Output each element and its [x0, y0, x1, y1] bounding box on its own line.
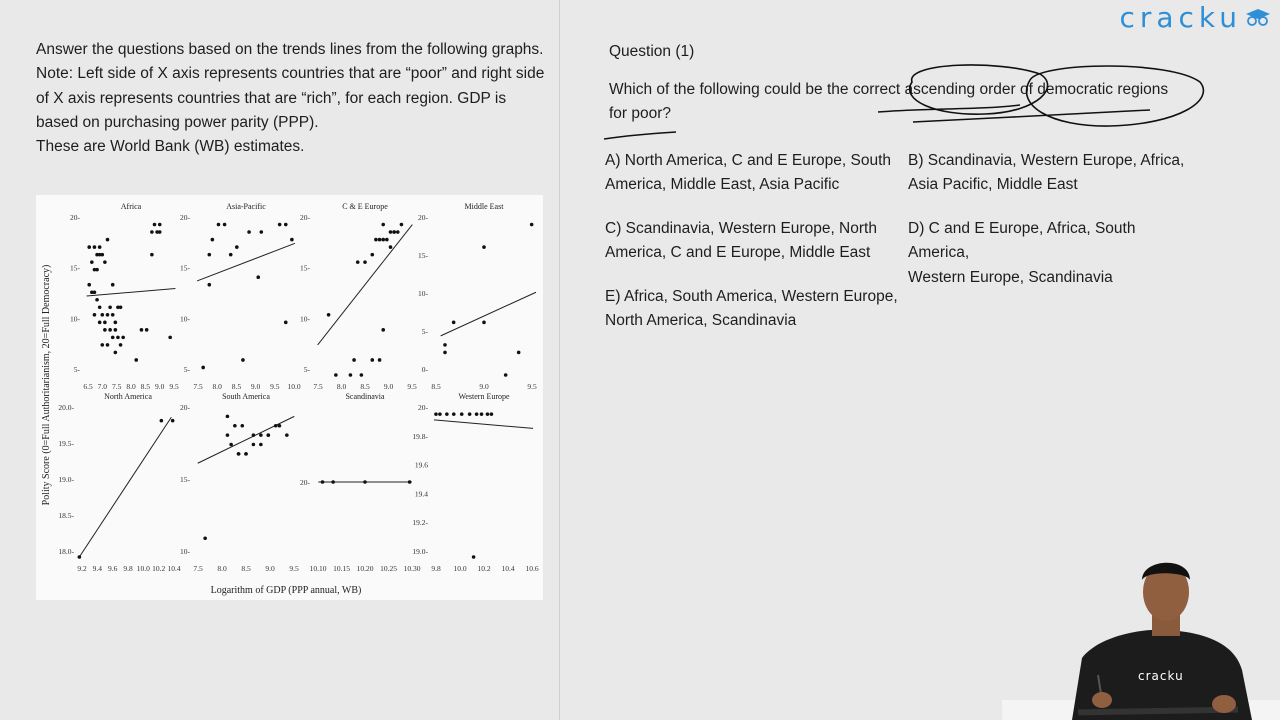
y-tick-label: 20- — [180, 213, 190, 222]
option-b-line-2: Asia Pacific, Middle East — [908, 176, 1078, 194]
panel-title: C & E Europe — [342, 202, 388, 211]
y-tick-label: 20- — [70, 213, 80, 222]
y-tick-label: 5- — [183, 365, 190, 374]
panel-title: Western Europe — [458, 392, 510, 401]
y-tick-label: 19.4 — [414, 489, 428, 499]
x-axis-label: Logarithm of GDP (PPP annual, WB) — [210, 585, 362, 596]
x-tick-label: 7.5 — [313, 382, 323, 391]
x-tick-label: 10.4 — [501, 564, 515, 573]
x-tick-label: 9.8 — [123, 564, 133, 573]
x-tick-label: 10.6 — [525, 564, 539, 573]
x-tick-label: 10.15 — [333, 564, 350, 573]
y-tick-label: 5- — [73, 365, 80, 374]
x-tick-label: 8.5 — [231, 382, 242, 391]
y-tick-label: 0- — [421, 365, 428, 374]
x-tick-label: 9.5 — [527, 382, 537, 391]
y-tick-label: 20- — [300, 213, 310, 222]
y-tick-label: 10- — [418, 289, 428, 298]
x-tick-label: 8.0 — [212, 382, 222, 391]
option-a-line-2: America, Middle East, Asia Pacific — [605, 176, 840, 194]
y-tick-label: 10- — [180, 314, 190, 324]
x-tick-label: 8.5 — [140, 382, 151, 391]
x-tick-label: 9.4 — [92, 564, 103, 573]
x-tick-label: 10.0 — [287, 382, 301, 391]
passage-line-3: These are World Bank (WB) estimates. — [36, 138, 305, 156]
panel-title: Asia-Pacific — [226, 202, 266, 211]
x-tick-label: 10.4 — [167, 564, 181, 573]
x-tick-label: 10.10 — [309, 564, 327, 573]
x-tick-label: 8.0 — [126, 382, 136, 391]
option-e-line-1: E) Africa, South America, Western Europe, — [605, 288, 898, 305]
x-tick-label: 9.2 — [77, 564, 87, 573]
x-tick-label: 10.2 — [477, 564, 491, 573]
panel-title: Africa — [120, 202, 142, 211]
x-tick-label: 10.0 — [136, 564, 150, 573]
y-tick-label: 15- — [180, 475, 190, 484]
x-tick-label: 10.20 — [356, 564, 374, 573]
x-tick-label: 8.5 — [431, 382, 441, 391]
y-tick-label: 19.0- — [412, 547, 428, 556]
y-tick-label: 15- — [418, 251, 428, 260]
x-tick-label: 9.0 — [154, 382, 165, 391]
passage-line-2: Note: Left side of X axis represents countries that are “poor” and right side of X axis represents countries that are “rich”, for each region. GDP is based on purchasing power parity (PPP). — [36, 65, 545, 131]
x-tick-label: 10.2 — [152, 564, 166, 573]
x-tick-label: 9.5 — [407, 382, 417, 391]
x-tick-label: 9.0 — [265, 564, 275, 573]
presenter-video — [1002, 540, 1280, 720]
question-title: Question (1) — [609, 43, 695, 60]
option-d-line-2: Western Europe, Scandinavia — [908, 268, 1113, 286]
x-tick-label: 10.0 — [453, 564, 467, 573]
y-tick-label: 19.5- — [58, 439, 74, 448]
y-tick-label: 5- — [303, 365, 310, 374]
option-b-line-1: B) Scandinavia, Western Europe, Africa, — [908, 152, 1185, 169]
x-tick-label: 9.5 — [289, 564, 299, 573]
x-tick-label: 9.5 — [169, 382, 179, 391]
question-text-line-2: for poor? — [609, 105, 672, 123]
y-axis-label: Polity Score (0=Full Authoritarianism, 20=Full Democracy) — [41, 264, 52, 506]
y-tick-label: 19.0- — [58, 475, 74, 484]
y-tick-label: 15- — [300, 263, 310, 273]
y-tick-label: 20- — [180, 403, 190, 412]
ink-circle-democratic — [1027, 66, 1204, 126]
y-tick-label: 19.2- — [412, 518, 428, 528]
y-tick-label: 18.5- — [58, 511, 74, 520]
x-tick-label: 9.0 — [479, 382, 489, 391]
y-tick-label: 18.0- — [58, 547, 74, 556]
shirt-logo: cracku — [1138, 669, 1184, 683]
y-tick-label: 10- — [70, 314, 80, 324]
x-tick-label: 7.5 — [193, 382, 203, 391]
option-e-line-2: North America, Scandinavia — [605, 312, 797, 330]
x-tick-label: 8.0 — [336, 382, 347, 391]
ink-underline-poor — [604, 132, 676, 139]
question-text-line-1: Which of the following could be the correct ascending order of democratic regions — [609, 81, 1169, 98]
option-a-line-1: A) North America, C and E Europe, South — [605, 152, 892, 169]
y-tick-label: 10- — [180, 547, 190, 556]
y-tick-label: 15- — [180, 263, 190, 273]
option-c-line-2: America, C and E Europe, Middle East — [605, 244, 871, 262]
x-tick-label: 9.8 — [431, 564, 441, 573]
x-tick-label: 9.5 — [270, 382, 280, 391]
x-tick-label: 10.25 — [380, 564, 397, 573]
y-tick-label: 19.8- — [412, 431, 428, 441]
panel-title: Middle East — [464, 202, 504, 211]
x-tick-label: 7.5 — [193, 564, 203, 573]
x-tick-label: 9.6 — [107, 564, 118, 573]
x-tick-label: 8.5 — [241, 564, 251, 573]
logo-text: cracku — [1119, 0, 1242, 34]
y-tick-label: 20- — [300, 478, 310, 487]
y-tick-label: 5- — [421, 327, 428, 336]
passage-line-1: Answer the questions based on the trends lines from the following graphs. — [36, 41, 544, 58]
panel-title: South America — [222, 392, 270, 401]
y-tick-label: 15- — [70, 263, 80, 273]
y-tick-label: 20- — [418, 213, 428, 222]
x-tick-label: 9.0 — [383, 382, 394, 391]
x-tick-label: 6.5 — [83, 382, 93, 391]
option-d-line-1: D) C and E Europe, Africa, South America, — [908, 220, 1136, 262]
option-c-line-1: C) Scandinavia, Western Europe, North — [605, 220, 877, 237]
y-tick-label: 20.0- — [58, 403, 74, 412]
x-tick-label: 7.0 — [97, 382, 108, 391]
panel-title: Scandinavia — [345, 392, 385, 401]
x-tick-label: 7.5 — [111, 382, 122, 391]
x-tick-label: 8.0 — [217, 564, 227, 573]
ink-underline-1 — [878, 105, 1020, 112]
x-tick-label: 9.0 — [250, 382, 261, 391]
y-tick-label: 10- — [300, 314, 310, 324]
x-tick-label: 8.5 — [360, 382, 370, 391]
y-tick-label: 19.6 — [414, 460, 428, 470]
panel-title: North America — [104, 392, 152, 401]
x-tick-label: 10.30 — [403, 564, 421, 573]
y-tick-label: 20- — [418, 403, 428, 412]
